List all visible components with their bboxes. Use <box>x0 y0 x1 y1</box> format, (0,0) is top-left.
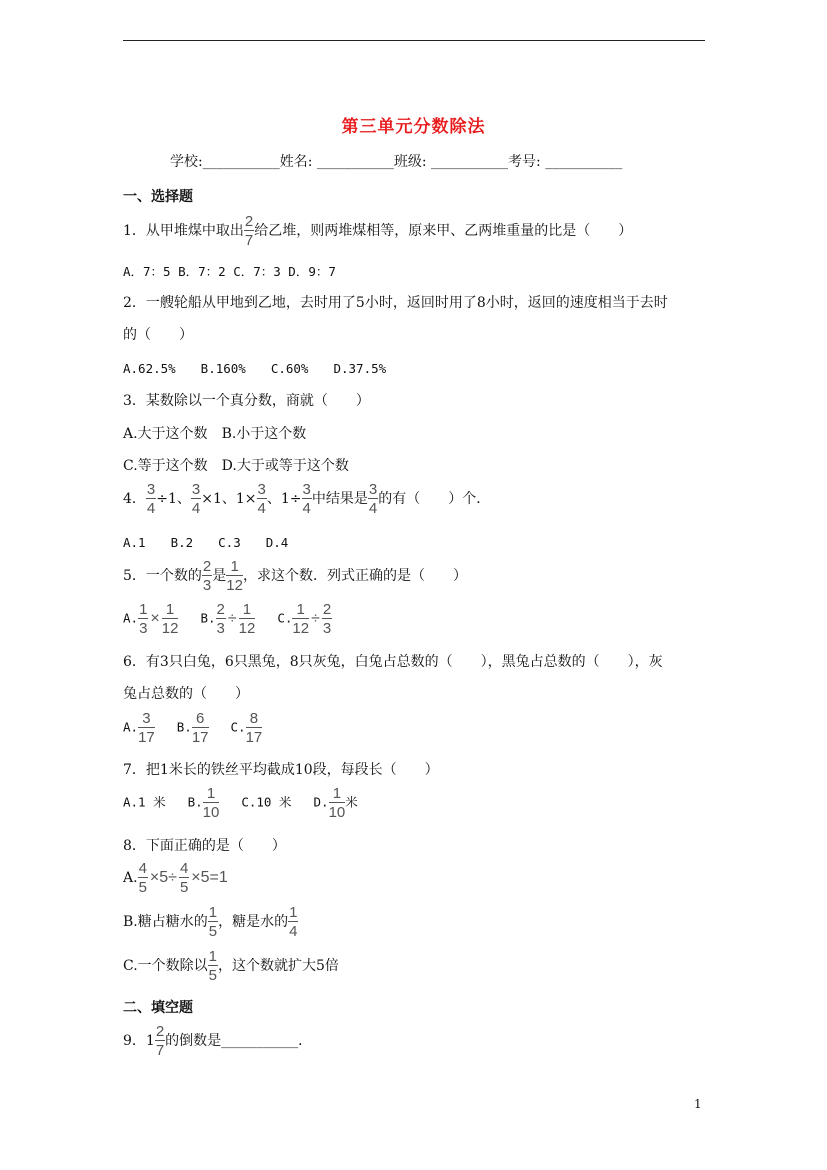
fraction: $\frac{2}{3}$ <box>216 601 225 637</box>
option-d: D.大于或等于这个数 <box>221 458 349 474</box>
question-8: 8．下面正确的是（ ） <box>123 838 286 854</box>
fraction: $\frac{1}{3}$ <box>139 601 148 637</box>
fraction: $\frac{1}{12}$ <box>226 558 243 594</box>
fraction: $\frac{3}{4}$ <box>257 481 266 517</box>
option-b: B.小于这个数 <box>221 426 307 442</box>
fraction: $\frac{3}{4}$ <box>368 481 378 517</box>
fraction: $\frac{2}{7}$ <box>155 1023 165 1059</box>
page-number: 1 <box>694 1097 702 1111</box>
question-5: 5．一个数的 $\frac{2}{3}$ 是 $\frac{1}{12}$ ，求这个数．列式正确的是（ ） <box>123 558 467 594</box>
fraction: $\frac{8}{17}$ <box>245 710 263 746</box>
question-3-options-cd <box>123 455 717 475</box>
question-2-options: A.62.5% B.160% C.60% D.37.5% <box>123 361 387 376</box>
fraction: $\frac{1}{5}$ <box>208 904 218 940</box>
fraction: $\frac{3}{4}$ <box>191 481 201 517</box>
question-1: 1．从甲堆煤中取出 $\frac{2}{7}$ 给乙堆，则两堆煤相等，原来甲、乙两堆重量的比是（ ） <box>123 213 633 249</box>
fraction: $\frac{2}{7}$ <box>244 213 254 249</box>
fraction: $\frac{6}{17}$ <box>191 710 209 746</box>
question-8-option-c: C.一个数除以 $\frac{1}{5}$ ，这个数就扩大5倍 <box>123 948 339 984</box>
question-7: 7．把1米长的铁丝平均截成10段，每段长（ ） <box>123 762 439 778</box>
fraction: $\frac{1}{12}$ <box>238 601 256 637</box>
option-a: A.大于这个数 <box>123 426 208 442</box>
fraction: $\frac{3}{4}$ <box>302 481 311 517</box>
fraction: $\frac{3}{17}$ <box>138 710 155 746</box>
fraction: $\frac{1}{5}$ <box>208 948 218 984</box>
question-6-line2: 兔占总数的（ ） <box>123 686 249 702</box>
fraction: $\frac{4}{5}$ <box>179 860 189 896</box>
fraction: $\frac{4}{5}$ <box>138 860 147 896</box>
page-title: 第三单元分数除法 <box>341 117 486 137</box>
question-2-line2: 的（ ） <box>123 327 193 343</box>
question-3: 3．某数除以一个真分数，商就（ ） <box>123 393 370 409</box>
question-4-options: A.1 B.2 C.3 D.4 <box>123 535 289 550</box>
header-rule <box>123 40 705 41</box>
question-9: 9．1 $\frac{2}{7}$ 的倒数是___________． <box>123 1023 313 1059</box>
question-5-options: A. $\frac{1}{3}$ × $\frac{1}{12}$ B. $\frac{2}{3}$ ÷ $\frac{1}{12}$ C. $\frac{1}{12}$ ÷ $\frac{2}{3}$ <box>123 601 332 637</box>
fraction: $\frac{3}{4}$ <box>146 481 156 517</box>
fraction: $\frac{2}{3}$ <box>202 558 212 594</box>
question-8-option-b: B.糖占糖水的 $\frac{1}{5}$ ，糖是水的 $\frac{1}{4}$ <box>123 904 298 940</box>
question-4: 4． $\frac{3}{4}$ ÷1、 $\frac{3}{4}$ ×1、1× $\frac{3}{4}$ 、1÷ $\frac{3}{4}$ 中结果是 $\frac{3}{4}$ 的有（ ）个． <box>123 481 491 517</box>
question-7-options: A.1 米 B. $\frac{1}{10}$ C.10 米 D. $\frac{1}{10}$ 米 <box>123 785 358 821</box>
question-6-options: A. $\frac{3}{17}$ B. $\frac{6}{17}$ C. $\frac{8}{17}$ <box>123 710 263 746</box>
fraction: $\frac{1}{4}$ <box>289 904 298 940</box>
section-fill-heading: 二、填空题 <box>123 1000 193 1016</box>
question-2-line1: 2．一艘轮船从甲地到乙地，去时用了5小时，返回时用了8小时，返回的速度相当于去时 <box>123 295 668 311</box>
section-choice-heading: 一、选择题 <box>123 189 193 205</box>
fraction: $\frac{1}{12}$ <box>292 601 310 637</box>
fraction: $\frac{2}{3}$ <box>322 601 332 637</box>
question-1-options: A．7：5 B．7：2 C．7：3 D．9：7 <box>123 264 336 279</box>
question-6-line1: 6．有3只白兔，6只黑兔，8只灰兔，白兔占总数的（ ），黑兔占总数的（ ），灰 <box>123 654 663 670</box>
fraction: $\frac{1}{12}$ <box>161 601 179 637</box>
student-info: 学校:___________姓名: ___________班级: ___________考号: ___________ <box>170 154 623 170</box>
fraction: $\frac{1}{10}$ <box>202 785 220 821</box>
question-3-options-ab <box>123 423 717 443</box>
fraction: $\frac{1}{10}$ <box>328 785 346 821</box>
question-8-option-a: A. $\frac{4}{5}$ ×5÷ $\frac{4}{5}$ ×5=1 <box>123 860 228 896</box>
option-c: C.等于这个数 <box>123 458 208 474</box>
